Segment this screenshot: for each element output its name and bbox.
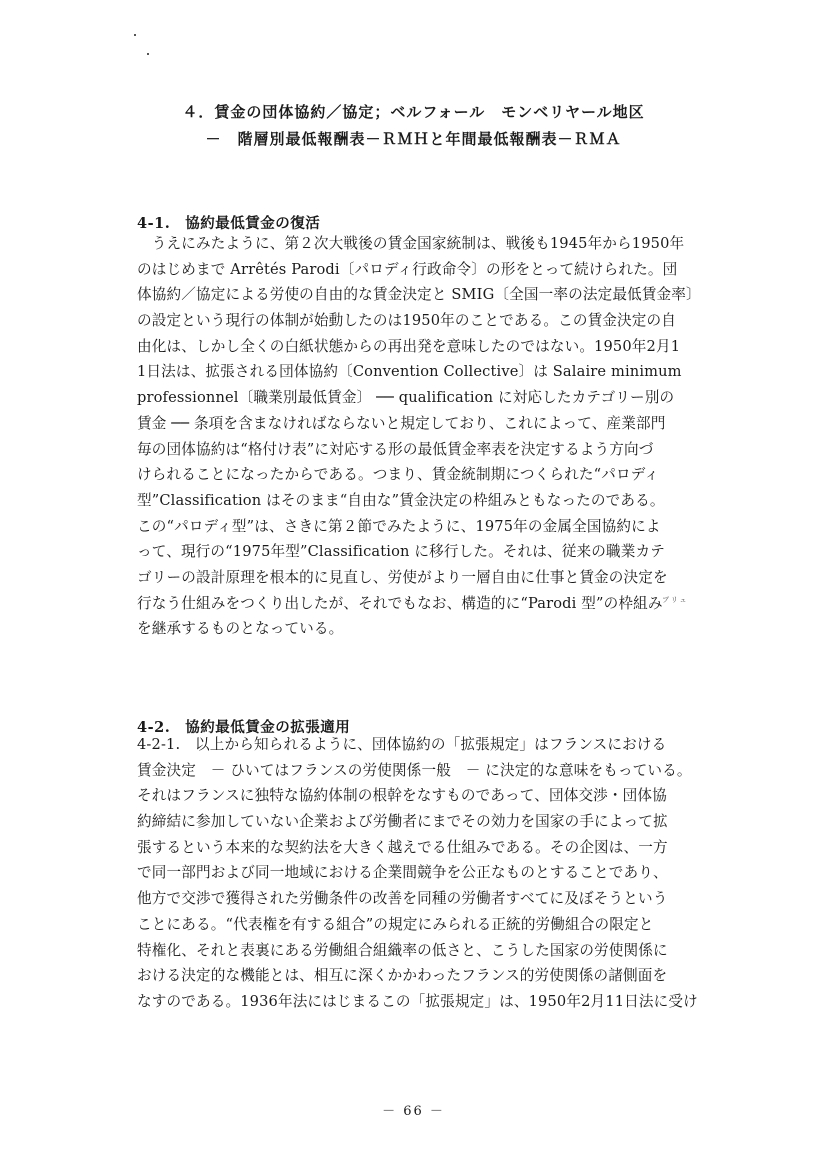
text-line: って、現行の“1975年型”Classification に移行した。それは、従来の職業カテ — [137, 543, 665, 561]
text-line: で同一部門および同一地域における企業間競争を公正なものとすることであり、 — [137, 864, 668, 882]
text-line: 型”Classification はそのまま“自由な”賃金決定の枠組みともなったのである。 — [137, 491, 665, 509]
text-line: 他方で交渉で獲得された労働条件の改善を同種の労働者すべてに及ぼそうという — [137, 890, 668, 908]
text-line: 毎の団体協約は“格付け表”に対応する形の最低賃金率表を決定するよう方向づ — [137, 440, 654, 458]
section-body-4-1 — [137, 231, 762, 642]
text-line: professionnel〔職業別最低賃金〕 ── qualification に対応したカテゴリー別の — [137, 389, 675, 407]
text-line: おける決定的な機能とは、相互に深くかかわったフランス的労使関係の諸側面を — [137, 967, 668, 985]
text-line: 特権化、それと表裏にある労働組合組織率の低さと、こうした国家の労使関係に — [137, 941, 668, 959]
page-number: － 66 － — [382, 1104, 445, 1119]
section-body-4-2 — [137, 732, 762, 1015]
text-line: なすのである。1936年法にはじまるこの「拡張規定」は、1950年2月11日法に受け — [137, 992, 698, 1010]
text-line: 約締結に参加していない企業および労働者にまでその効力を国家の手によって拡 — [137, 813, 668, 831]
text-line: それはフランスに独特な協約体制の根幹をなすものであって、団体交渉・団体協 — [137, 787, 667, 805]
text-line: のはじめまで Arrêtés Parodi〔パロディ行政命令〕の形をとって続けられた。団 — [137, 260, 678, 278]
text-line: 張するという本来的な契約法を大きく越えでる仕組みである。その企図は、一方 — [137, 838, 668, 856]
text-line: 賃金決定 － ひいてはフランスの労使関係一般 － に決定的な意味をもっている。 — [137, 761, 692, 779]
ruby-annotation: ブリュ — [662, 596, 689, 604]
section-heading-4-1: 4-1. 協約最低賃金の復活 — [137, 215, 321, 232]
text-line: 体協約／協定による労使の自由的な賃金決定と SMIG〔全国一率の法定最低賃金率〕 — [137, 286, 701, 304]
section-heading-4-2: 4-2. 協約最低賃金の拡張適用 — [137, 719, 351, 736]
text-line: を継承するものとなっている。 — [137, 620, 344, 638]
text-line: けられることになったからである。つまり、賃金統制期につくられた“パロディ — [137, 466, 660, 484]
document-title: ４．賃金の団体協約／協定；ベルフォール モンベリヤール地区 — [182, 103, 645, 121]
text-line: この“パロディ型”は、さきに第２節でみたように、1975年の金属全国協約によ — [137, 517, 661, 535]
text-line: 行なう仕組みをつくり出したが、それでもなお、構造的に“Parodi 型”の枠組み — [137, 594, 663, 612]
text-line: 由化は、しかし全くの白紙状態からの再出発を意味したのではない。1950年2月1 — [137, 337, 681, 355]
text-line: 4-2-1. 以上から知られるように、団体協約の「拡張規定」はフランスにおける — [137, 736, 667, 753]
text-line: ゴリーの設計原理を根本的に見直し、労使がより一層自由に仕事と賃金の決定を — [137, 568, 668, 586]
text-line: 賃金 ── 条項を含まなければならないと規定しており、これによって、産業部門 — [137, 414, 666, 432]
scan-speck — [134, 34, 136, 36]
text-line: ことにある。“代表権を有する組合”の規定にみられる正統的労働組合の限定と — [137, 915, 654, 933]
document-subtitle: － 階層別最低報酬表－ＲＭＨと年間最低報酬表－ＲＭＡ — [205, 130, 622, 148]
text-line: の設定という現行の体制が始動したのは1950年のことである。この賃金決定の自 — [137, 312, 677, 330]
text-line: 1日法は、拡張される団体協約〔Convention Collective〕は Salaire minimum — [137, 363, 682, 381]
scan-speck — [147, 53, 149, 55]
text-line: うえにみたように、第２次大戦後の賃金国家統制は、戦後も1945年から1950年 — [137, 235, 685, 252]
